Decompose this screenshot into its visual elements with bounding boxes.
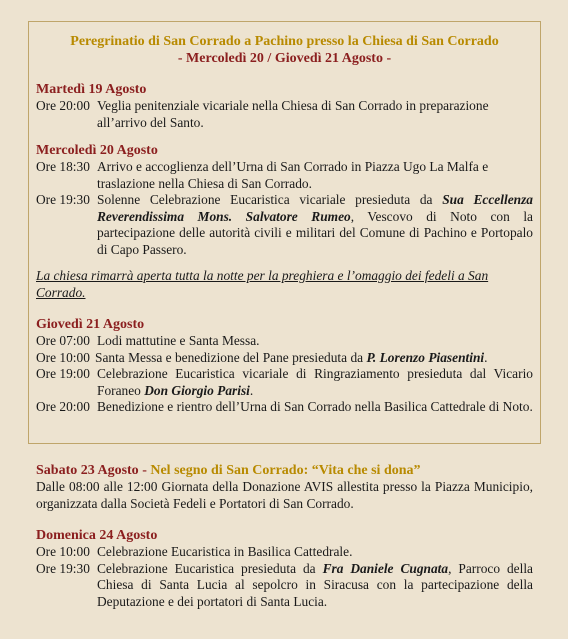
title-line: Peregrinatio di San Corrado a Pachino presso la Chiesa di San Corrado (70, 34, 499, 49)
mercoledi-section (36, 142, 533, 258)
event-time: Ore 18:30 (36, 159, 90, 174)
event-text-part: . (484, 349, 488, 365)
celebrant-name: Fra Daniele Cugnata (322, 560, 449, 576)
event-time: Ore 10:00 (36, 349, 90, 365)
avis-text: Dalle 08:00 alle 12:00 Giornata della Donazione AVIS allestita presso la Piazza Municipio, organizzata dalla Società Fedeli e Portatori di San Corrado. (36, 479, 533, 511)
event-text-part: Solenne Celebrazione Eucaristica vicariale presieduta da (97, 192, 443, 207)
event-row (36, 366, 533, 399)
day-heading: Mercoledì 20 Agosto (36, 143, 158, 158)
event-row (36, 192, 533, 258)
event-text (97, 366, 533, 399)
event-text: Benedizione e rientro dell’Urna di San Corrado nella Basilica Cattedrale di Noto. (97, 399, 533, 414)
day-theme: Nel segno di San Corrado: “Vita che si dona” (150, 463, 421, 478)
event-row (36, 98, 533, 131)
event-text: Celebrazione Eucaristica in Basilica Cattedrale. (97, 544, 353, 559)
event-text-part: , Vescovo di Noto con la partecipazione delle autorità civili e militari del Comune di Pachino e Portopalo di Capo Passero. (97, 208, 533, 257)
day-separator: - (138, 463, 151, 478)
event-time: Ore 20:00 (36, 98, 90, 113)
day-heading: Giovedì 21 Agosto (36, 317, 145, 332)
event-text: Veglia penitenziale vicariale nella Chiesa di San Corrado in preparazione all’arrivo del Santo. (97, 98, 489, 130)
event-text-part: Celebrazione Eucaristica presieduta da (97, 560, 323, 576)
event-time: Ore 19:30 (36, 560, 90, 576)
event-text (97, 192, 533, 258)
event-row (36, 159, 533, 192)
day-heading (36, 462, 533, 479)
giovedi-section (36, 316, 533, 416)
event-time: Ore 19:30 (36, 192, 90, 207)
event-text (97, 561, 533, 611)
celebrant-name: Sua Eccellenza Reverendissima Mons. Salvatore Rumeo (97, 192, 533, 224)
day-label: Sabato 23 Agosto (36, 463, 139, 478)
martedi-section (36, 81, 533, 131)
subtitle-line: - Mercoledì 20 / Giovedì 21 Agosto - (177, 51, 392, 66)
event-row (36, 333, 533, 350)
event-text-part: Santa Messa e benedizione del Pane presieduta da (95, 349, 367, 365)
event-row (36, 399, 533, 416)
document-title (28, 33, 541, 67)
celebrant-name: Don Giorgio Parisi (144, 382, 250, 398)
event-time: Ore 10:00 (36, 544, 90, 559)
sabato-section (36, 462, 533, 512)
event-row (36, 544, 533, 561)
event-time: Ore 07:00 (36, 333, 90, 348)
day-heading: Domenica 24 Agosto (36, 528, 158, 543)
event-text: Lodi mattutine e Santa Messa. (97, 333, 260, 348)
night-note: La chiesa rimarrà aperta tutta la notte per la preghiera e l’omaggio dei fedeli a San Corrado. (36, 268, 489, 300)
domenica-section (36, 527, 533, 610)
event-text-part: Celebrazione Eucaristica vicariale di Ringraziamento presieduta dal Vicario Foraneo (97, 366, 533, 398)
event-row (36, 561, 533, 611)
event-time: Ore 20:00 (36, 399, 90, 414)
event-text (95, 350, 533, 367)
day-heading: Martedì 19 Agosto (36, 82, 147, 97)
event-text-part: , Parroco della Chiesa di Santa Lucia al sepolcro in Siracusa con la partecipazione della Deputazione e dei portatori di Santa Lucia. (97, 560, 534, 609)
event-text-part: . (249, 382, 254, 398)
celebrant-name: P. Lorenzo Piasentini (366, 349, 485, 365)
event-row (36, 350, 533, 367)
event-time: Ore 19:00 (36, 366, 90, 381)
event-text: Arrivo e accoglienza dell’Urna di San Corrado in Piazza Ugo La Malfa e traslazione nella Chiesa di San Corrado. (97, 159, 489, 191)
